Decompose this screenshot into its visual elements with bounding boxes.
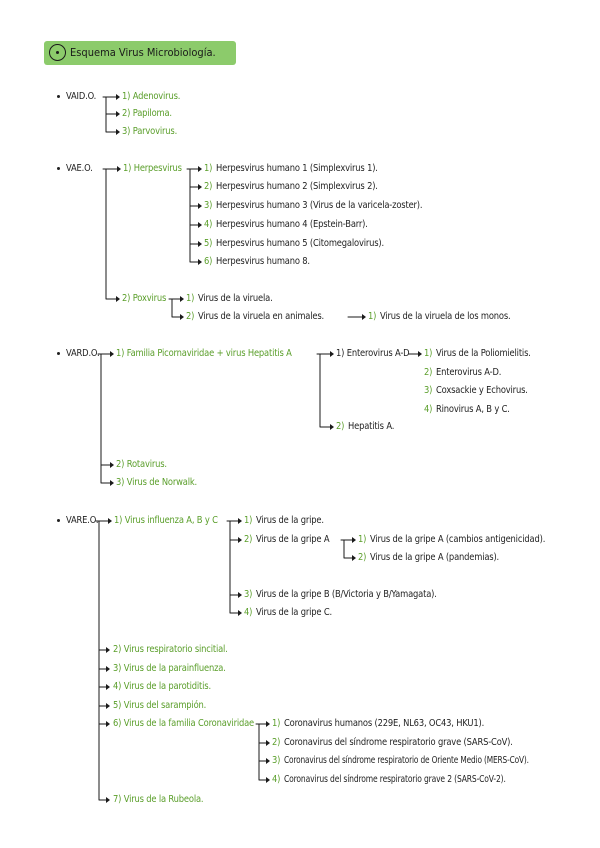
list-item: Virus de la gripe A (pandemias). [370,552,500,563]
group-label-vaeo: VAE.O. [66,163,93,174]
list-item: Virus de la gripe A [256,534,330,545]
list-item: Virus de la viruela en animales. [198,311,325,322]
item-number: 2) [204,181,213,192]
item-number: 1) [424,348,433,359]
item-number: 2) [424,367,433,378]
item-number: 6) [204,256,213,267]
list-item: Herpesvirus humano 5 (Citomegalovirus). [216,238,384,249]
item-number: 2) [336,421,345,432]
list-item: Coronavirus humanos (229E, NL63, OC43, HKU1). [284,718,485,729]
item-number: 4) [272,774,281,785]
list-item: Virus de la gripe A (cambios antigenicidad). [370,534,546,545]
item-number: 4) [424,404,433,415]
item-number: 3) [272,755,281,766]
list-item: Virus de la viruela de los monos. [380,311,511,322]
item-number: 2) [186,311,195,322]
influenza-label: 1) Virus influenza A, B y C [114,515,218,526]
list-item: 3) Virus de Norwalk. [116,477,198,488]
list-item: Hepatitis A. [348,421,395,432]
item-number: 1) [358,534,367,545]
bullet-dot-icon [57,167,60,170]
list-item: 3) Virus de la parainfluenza. [113,663,226,674]
list-item: Virus de la viruela. [198,293,273,304]
item-number: 1) [204,163,213,174]
list-item: 4) Virus de la parotiditis. [113,681,211,692]
list-item: 2) Papiloma. [122,108,172,119]
list-item: Virus de la gripe. [256,515,324,526]
item-number: 3) [204,200,213,211]
item-number: 4) [204,219,213,230]
list-item: Herpesvirus humano 4 (Epstein-Barr). [216,219,368,230]
list-item: 3) Parvovirus. [122,126,178,137]
list-item: Herpesvirus humano 1 (Simplexvirus 1). [216,163,378,174]
list-item: Rinovirus A, B y C. [436,404,510,415]
list-item: Herpesvirus humano 2 (Simplexvirus 2). [216,181,378,192]
bullet-dot-icon [57,352,60,355]
list-item: 2) Rotavirus. [116,459,167,470]
item-number: 1) [272,718,281,729]
list-item: Enterovirus A-D. [436,367,502,378]
item-number: 3) [424,385,433,396]
bullet-dot-icon [57,95,60,98]
item-number: 2) [244,534,253,545]
coronaviridae-label: 6) Virus de la familia Coronaviridae [113,718,255,729]
list-item: Coronavirus del síndrome respiratorio grave 2 (SARS-CoV-2). [284,774,506,785]
list-item: Coronavirus del síndrome respiratorio de Oriente Medio (MERS-CoV). [284,755,529,766]
item-number: 1) [186,293,195,304]
list-item: Coronavirus del síndrome respiratorio grave (SARS-CoV). [284,737,513,748]
item-number: 1) [368,311,377,322]
enterovirus-label: 1) Enterovirus A-D [336,348,410,359]
list-item: Virus de la Poliomielitis. [436,348,531,359]
list-item: Coxsackie y Echovirus. [436,385,528,396]
poxvirus-label: 2) Poxvirus [122,293,167,304]
bullet-dot-icon [57,519,60,522]
group-label-vaido: VAID.O. [66,91,97,102]
group-label-vareo: VARE.O. [66,515,99,526]
list-item: 1) Adenovirus. [122,91,181,102]
item-number: 3) [244,589,253,600]
list-item: 7) Virus de la Rubeola. [113,794,204,805]
item-number: 1) [244,515,253,526]
item-number: 2) [358,552,367,563]
picornaviridae-label: 1) Familia Picornaviridae + virus Hepatitis A [116,348,292,359]
list-item: Herpesvirus humano 8. [216,256,310,267]
herpesvirus-label: 1) Herpesvirus [123,163,182,174]
item-number: 4) [244,607,253,618]
list-item: Virus de la gripe C. [256,607,332,618]
list-item: 2) Virus respiratorio sincitial. [113,644,228,655]
item-number: 5) [204,238,213,249]
list-item: Herpesvirus humano 3 (Virus de la varicela-zoster). [216,200,423,211]
item-number: 2) [272,737,281,748]
page-title: Esquema Virus Microbiología. [70,46,216,59]
group-label-vardo: VARD.O. [66,348,100,359]
list-item: Virus de la gripe B (B/Victoria y B/Yamagata). [256,589,437,600]
list-item: 5) Virus del sarampión. [113,700,207,711]
